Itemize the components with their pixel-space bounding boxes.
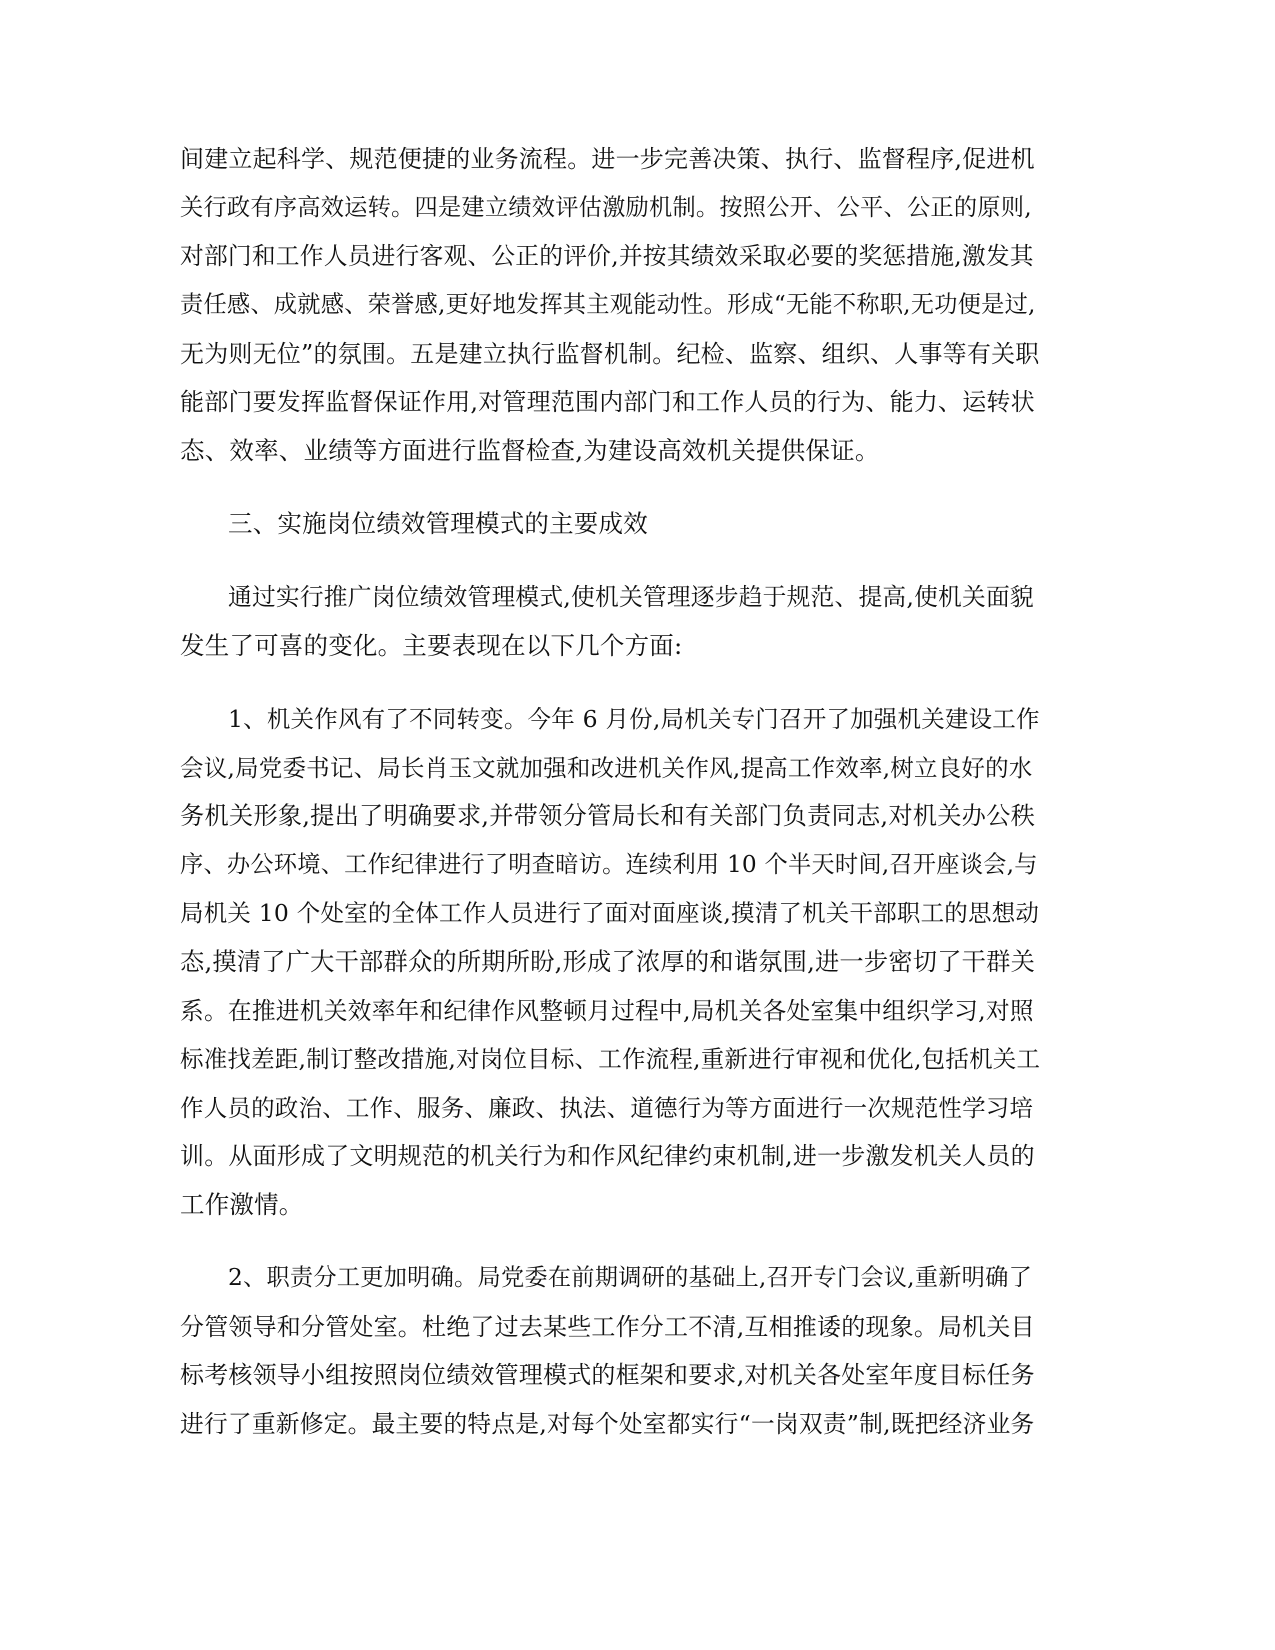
text-line: 训。从面形成了文明规范的机关行为和作风纪律约束机制,进一步激发机关人员的 — [180, 1142, 1035, 1170]
text-line: 1、机关作风有了不同转变。今年 6 月份,局机关专门召开了加强机关建设工作 — [228, 705, 1040, 733]
text-line: 分管领导和分管处室。杜绝了过去某些工作分工不清,互相推诿的现象。局机关目 — [180, 1313, 1035, 1341]
text-line: 无为则无位”的氛围。五是建立执行监督机制。纪检、监察、组织、人事等有关职 — [180, 340, 1040, 368]
text-line: 态、效率、业绩等方面进行监督检查,为建设高效机关提供保证。 — [180, 436, 880, 465]
section-heading: 三、实施岗位绩效管理模式的主要成效 — [228, 509, 648, 538]
text-line: 通过实行推广岗位绩效管理模式,使机关管理逐步趋于规范、提高,使机关面貌 — [228, 583, 1034, 611]
text-line: 2、职责分工更加明确。局党委在前期调研的基础上,召开专门会议,重新明确了 — [228, 1264, 1033, 1291]
text-line: 间建立起科学、规范便捷的业务流程。进一步完善决策、执行、监督程序,促进机 — [180, 145, 1035, 173]
text-line: 能部门要发挥监督保证作用,对管理范围内部门和工作人员的行为、能力、运转状 — [180, 388, 1035, 416]
text-line: 标准找差距,制订整改措施,对岗位目标、工作流程,重新进行审视和优化,包括机关工 — [180, 1045, 1041, 1073]
text-line: 局机关 10 个处室的全体工作人员进行了面对面座谈,摸清了机关干部职工的思想动 — [180, 899, 1040, 927]
text-line: 系。在推进机关效率年和纪律作风整顿月过程中,局机关各处室集中组织学习,对照 — [180, 997, 1034, 1025]
text-line: 对部门和工作人员进行客观、公正的评价,并按其绩效采取必要的奖惩措施,激发其 — [180, 242, 1034, 270]
text-line: 责任感、成就感、荣誉感,更好地发挥其主观能动性。形成“无能不称职,无功便是过, — [180, 291, 1036, 318]
text-line: 关行政有序高效运转。四是建立绩效评估激励机制。按照公开、公平、公正的原则, — [180, 194, 1032, 221]
text-line: 进行了重新修定。最主要的特点是,对每个处室都实行“一岗双责”制,既把经济业务 — [180, 1410, 1035, 1438]
text-line: 会议,局党委书记、局长肖玉文就加强和改进机关作风,提高工作效率,树立良好的水 — [180, 754, 1033, 782]
text-line: 务机关形象,提出了明确要求,并带领分管局长和有关部门负责同志,对机关办公秩 — [180, 801, 1036, 830]
text-line: 发生了可喜的变化。主要表现在以下几个方面: — [180, 631, 683, 660]
text-line: 序、办公环境、工作纪律进行了明查暗访。连续利用 10 个半天时间,召开座谈会,与 — [180, 851, 1038, 878]
text-line: 作人员的政治、工作、服务、廉政、执法、道德行为等方面进行一次规范性学习培 — [180, 1094, 1034, 1122]
text-line: 工作激情。 — [180, 1190, 304, 1219]
text-line: 态,摸清了广大干部群众的所期所盼,形成了浓厚的和谐氛围,进一步密切了干群关 — [180, 947, 1036, 976]
text-line: 标考核领导小组按照岗位绩效管理模式的框架和要求,对机关各处室年度目标任务 — [180, 1361, 1035, 1389]
